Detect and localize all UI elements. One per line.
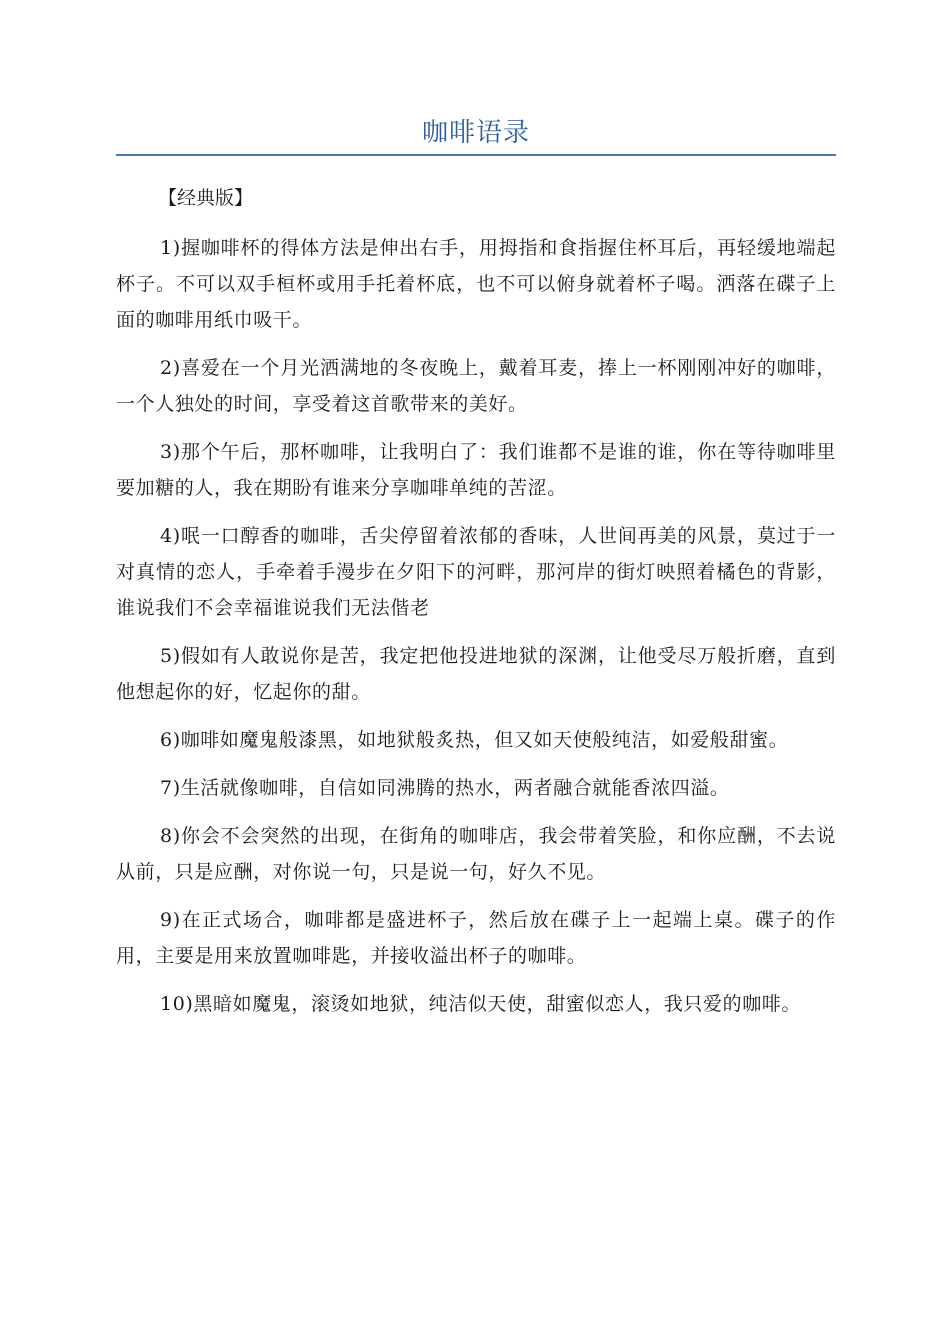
quote-entry: 5)假如有人敢说你是苦，我定把他投进地狱的深渊，让他受尽万般折磨，直到他想起你的好，忆起你的甜。 — [116, 645, 836, 703]
quote-entry: 2)喜爱在一个月光洒满地的冬夜晚上，戴着耳麦，捧上一杯刚刚冲好的咖啡，一个人独处的时间，享受着这首歌带来的美好。 — [116, 357, 836, 415]
section-label: 【经典版】 — [158, 187, 254, 209]
quote-entry: 4)呡一口醇香的咖啡，舌尖停留着浓郁的香味，人世间再美的风景，莫过于一对真情的恋人，手牵着手漫步在夕阳下的河畔，那河岸的街灯映照着橘色的背影，谁说我们不会幸福谁说我们无法偕老 — [116, 525, 836, 619]
quote-entry: 8)你会不会突然的出现，在街角的咖啡店，我会带着笑脸，和你应酬，不去说从前，只是应酬，对你说一句，只是说一句，好久不见。 — [116, 825, 836, 883]
quote-list — [116, 230, 836, 1034]
quote-entry: 10)黑暗如魔鬼，滚烫如地狱，纯洁似天使，甜蜜似恋人，我只爱的咖啡。 — [160, 993, 801, 1015]
quote-entry: 1)握咖啡杯的得体方法是伸出右手，用拇指和食指握住杯耳后，再轻缓地端起杯子。不可以双手桓杯或用手托着杯底，也不可以俯身就着杯子喝。洒落在碟子上面的咖啡用纸巾吸干。 — [116, 237, 836, 331]
quote-entry: 9)在正式场合，咖啡都是盛进杯子，然后放在碟子上一起端上桌。碟子的作用，主要是用来放置咖啡匙，并接收溢出杯子的咖啡。 — [116, 909, 836, 967]
page-title: 咖啡语录 — [421, 118, 530, 148]
title-divider — [116, 154, 836, 156]
quote-entry: 6)咖啡如魔鬼般漆黑，如地狱般炙热，但又如天使般纯洁，如爱般甜蜜。 — [160, 729, 789, 751]
quote-entry: 3)那个午后，那杯咖啡，让我明白了：我们谁都不是谁的谁，你在等待咖啡里要加糖的人，我在期盼有谁来分享咖啡单纯的苦涩。 — [116, 441, 836, 499]
quote-entry: 7)生活就像咖啡，自信如同沸腾的热水，两者融合就能香浓四溢。 — [160, 777, 730, 799]
document-page — [116, 0, 836, 1344]
